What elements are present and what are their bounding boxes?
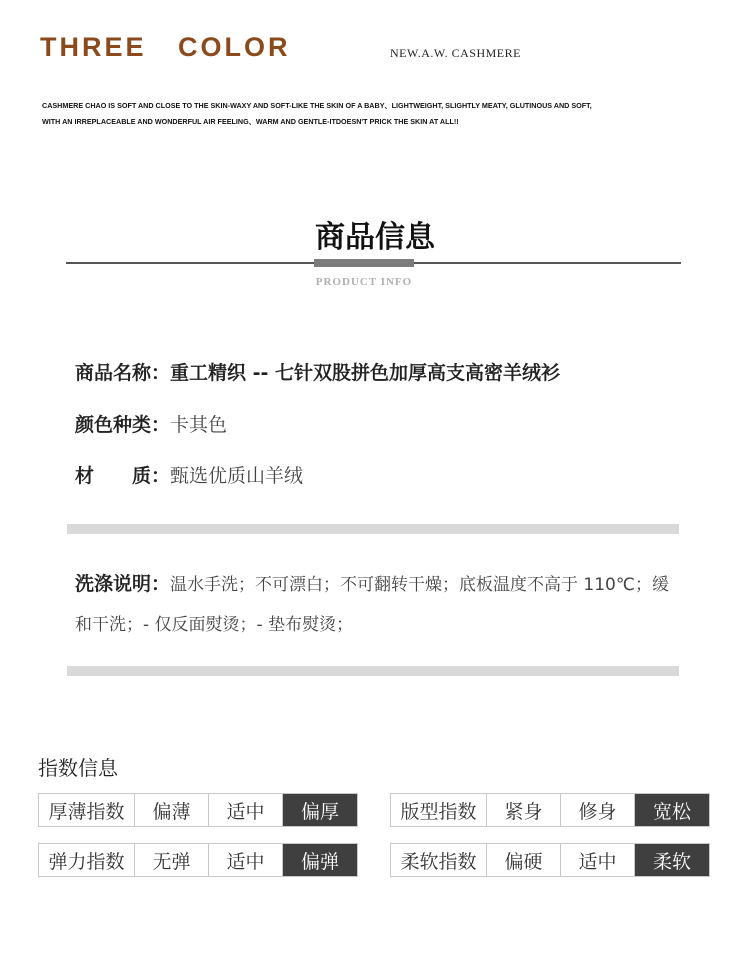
- index-option: 适中: [209, 794, 283, 826]
- color-label: 颜色种类：: [75, 414, 171, 436]
- index-table-fit: [390, 793, 710, 827]
- brand-title: THREE COLOR: [40, 32, 291, 62]
- wash-instructions: [75, 564, 685, 645]
- index-table-elasticity: [38, 843, 358, 877]
- index-option: 无弹: [135, 844, 209, 876]
- product-name-label: 商品名称：: [75, 362, 171, 384]
- product-name-row: [75, 358, 560, 385]
- section-divider-accent: [314, 259, 414, 267]
- material-row: [75, 461, 303, 488]
- index-label: 弹力指数: [39, 844, 135, 876]
- index-option: 偏薄: [135, 794, 209, 826]
- section-title: 商品信息: [315, 220, 435, 255]
- index-section-title: 指数信息: [38, 756, 118, 780]
- brand-tagline: [42, 98, 692, 130]
- index-label: 版型指数: [391, 794, 487, 826]
- index-label: 厚薄指数: [39, 794, 135, 826]
- index-option: 紧身: [487, 794, 561, 826]
- index-option: 偏硬: [487, 844, 561, 876]
- wash-label: 洗涤说明：: [75, 573, 171, 595]
- index-option-selected: 宽松: [635, 794, 709, 826]
- color-row: [75, 410, 227, 437]
- tagline-line-1: CASHMERE CHAO IS SOFT AND CLOSE TO THE SKIN-WAXY AND SOFT-LIKE THE SKIN OF A BABY、LIGHTWEIGHT, SLIGHTLY MEATY, GLUTINOUS AND SOFT,: [42, 101, 592, 110]
- product-name-value: 重工精织 -- 七针双股拼色加厚高支高密羊绒衫: [170, 362, 561, 384]
- wash-text: 温水手洗；不可漂白；不可翻转干燥；底板温度不高于 110℃；缓和干洗；- 仅反面熨烫；- 垫布熨烫；: [75, 575, 669, 635]
- divider-bar-top: [67, 524, 679, 534]
- tagline-line-2: WITH AN IRREPLACEABLE AND WONDERFUL AIR FEELING、WARM AND GENTLE-ITDOESN'T PRICK THE SKIN AT ALL!!: [42, 117, 459, 126]
- index-option: 适中: [209, 844, 283, 876]
- material-value: 甄选优质山羊绒: [170, 465, 304, 487]
- material-label: 材 质：: [75, 465, 171, 487]
- section-subtitle: PRODUCT INFO: [315, 276, 413, 288]
- index-option: 适中: [561, 844, 635, 876]
- index-option-selected: 偏弹: [283, 844, 357, 876]
- color-value: 卡其色: [170, 414, 228, 436]
- index-label: 柔软指数: [391, 844, 487, 876]
- index-option: 修身: [561, 794, 635, 826]
- divider-bar-bottom: [67, 666, 679, 676]
- index-table-thickness: [38, 793, 358, 827]
- index-table-softness: [390, 843, 710, 877]
- brand-subtitle: NEW.A.W. CASHMERE: [390, 46, 521, 60]
- index-option-selected: 偏厚: [283, 794, 357, 826]
- index-option-selected: 柔软: [635, 844, 709, 876]
